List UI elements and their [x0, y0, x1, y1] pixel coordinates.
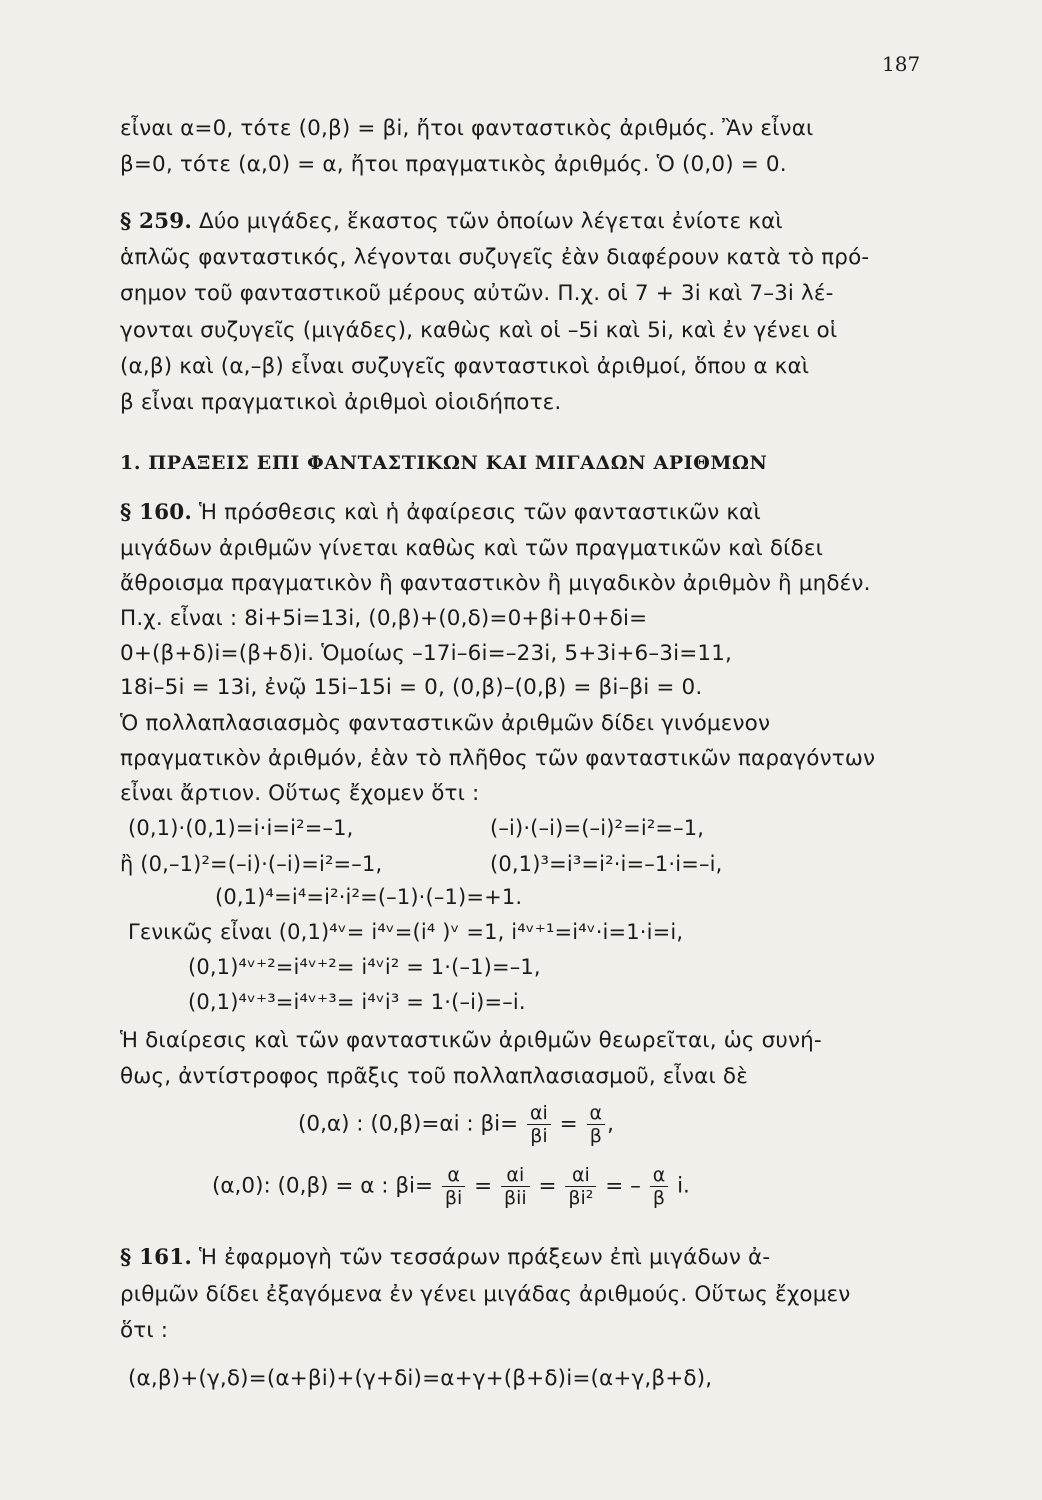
section-number: § 161. — [120, 1245, 192, 1270]
text-line: ἁπλῶς φανταστικός, λέγονται συζυγεῖς ἐὰν διαφέρουν κατὰ τὸ πρό- — [120, 245, 870, 270]
text-line: γονται συζυγεῖς (μιγάδες), καθὼς καὶ οἱ –5i καὶ 5i, καὶ ἐν γένει οἱ — [120, 318, 838, 343]
text-line: 0+(β+δ)i=(β+δ)i. Ὁμοίως –17i–6i=–23i, 5+3i+6–3i=11, — [120, 641, 733, 666]
text-line: Δύο μιγάδες, ἕκαστος τῶν ὁποίων λέγεται ἐνίοτε καὶ — [198, 209, 783, 234]
section-heading: 1. ΠΡΑΞΕΙΣ ΕΠΙ ΦΑΝΤΑΣΤΙΚΩΝ ΚΑΙ ΜΙΓΑΔΩΝ ΑΡΙΘΜΩΝ — [120, 452, 768, 474]
text-line: (α,β) καὶ (α,–β) εἶναι συζυγεῖς φανταστικοὶ ἀριθμοί, ὅπου α καὶ — [120, 354, 810, 379]
section-number: § 259. — [120, 209, 192, 234]
text-line: μιγάδων ἀριθμῶν γίνεται καθὼς καὶ τῶν πραγματικῶν καὶ δίδει — [120, 536, 824, 561]
formula-tail: i. — [677, 1173, 690, 1199]
fraction: $\frac{\alpha}{\beta}$ — [587, 1102, 606, 1147]
equals-sign: = — [538, 1173, 557, 1199]
text-line: Γενικῶς εἶναι — [128, 920, 272, 944]
text-line: θως, ἀντίστροφος πρᾶξις τοῦ πολλαπλασιασμοῦ, εἶναι δὲ — [120, 1064, 748, 1089]
formula-lhs: (0,α) : (0,β)=αi : βi= — [298, 1111, 519, 1137]
text-line: Π.χ. εἶναι : 8i+5i=13i, (0,β)+(0,δ)=0+βi+0+δi= — [120, 606, 648, 631]
fraction: $\frac{\alpha i}{\beta i}$ — [527, 1102, 551, 1147]
fraction: $\frac{\alpha}{\beta}$ — [650, 1164, 669, 1209]
formula-lhs: (α,0): (0,β) = α : βi= — [212, 1173, 434, 1199]
text-line: ριθμῶν δίδει ἐξαγόμενα ἐν γένει μιγάδας ἀριθμούς. Οὕτως ἔχομεν — [120, 1282, 851, 1307]
text-line: σημον τοῦ φανταστικοῦ μέρους αὐτῶν. Π.χ. οἱ 7 + 3i καὶ 7–3i λέ- — [120, 281, 834, 306]
equals-sign: = — [559, 1111, 578, 1137]
punctuation: , — [607, 1111, 614, 1137]
division-formula-1 — [298, 1102, 614, 1147]
equation: (–i)·(–i)=(–i)²=i²=–1, — [490, 816, 705, 840]
text-line: ὅτι : — [120, 1318, 169, 1343]
text-line: Ὁ πολλαπλασιασμὸς φανταστικῶν ἀριθμῶν δίδει γινόμενον — [120, 711, 771, 736]
equation: (0,1)·(0,1)=i·i=i²=–1, — [128, 816, 354, 840]
text-line: Ἡ διαίρεσις καὶ τῶν φανταστικῶν ἀριθμῶν θεωρεῖται, ὡς συνή- — [120, 1028, 822, 1053]
equals-sign: = — [474, 1173, 493, 1199]
text-line: β εἶναι πραγματικοὶ ἀριθμοὶ οἱοιδήποτε. — [120, 390, 562, 415]
equation: (0,1)⁴ᵛ⁺²=i⁴ᵛ⁺²= i⁴ᵛi² = 1·(–1)=–1, — [188, 955, 541, 979]
division-formula-2 — [212, 1164, 690, 1209]
text-line: 18i–5i = 13i, ἐνῷ 15i–15i = 0, (0,β)–(0,β) = βi–βi = 0. — [120, 675, 703, 700]
equation: (0,1)⁴ᵛ⁺³=i⁴ᵛ⁺³= i⁴ᵛi³ = 1·(–i)=–i. — [188, 990, 526, 1014]
section-number: § 160. — [120, 500, 192, 525]
fraction: $\frac{\alpha}{\beta i}$ — [442, 1164, 465, 1209]
equation-line — [128, 920, 683, 944]
equation: (0,1)⁴ᵛ= i⁴ᵛ=(i⁴ )ᵛ =1, i⁴ᵛ⁺¹=i⁴ᵛ·i=1·i=i, — [278, 920, 684, 944]
paragraph-159-start — [120, 209, 783, 234]
equation: (0,1)³=i³=i²·i=–1·i=–i, — [490, 852, 723, 876]
paragraph-161-start — [120, 1245, 770, 1270]
equation: (α,β)+(γ,δ)=(α+βi)+(γ+δi)=α+γ+(β+δ)i=(α+γ,β+δ), — [128, 1366, 713, 1391]
text-line: εἶναι ἄρτιον. Οὕτως ἔχομεν ὅτι : — [120, 781, 480, 806]
minus-sign: = – — [605, 1173, 641, 1199]
equation: ἢ (0,–1)²=(–i)·(–i)=i²=–1, — [120, 852, 383, 876]
text-line: β=0, τότε (α,0) = α, ἤτοι πραγματικὸς ἀριθμός. Ὁ (0,0) = 0. — [120, 152, 787, 177]
text-line: Ἡ ἐφαρμογὴ τῶν τεσσάρων πράξεων ἐπὶ μιγάδων ἀ- — [198, 1245, 771, 1270]
fraction: $\frac{\alpha i}{\text{βii}}$ — [501, 1164, 530, 1209]
text-line: εἶναι α=0, τότε (0,β) = βi, ἤτοι φανταστικὸς ἀριθμός. Ἂν εἶναι — [120, 116, 814, 141]
text-line: πραγματικὸν ἀριθμόν, ἐὰν τὸ πλῆθος τῶν φανταστικῶν παραγόντων — [120, 746, 876, 771]
text-line: Ἡ πρόσθεσις καὶ ἡ ἀφαίρεσις τῶν φανταστικῶν καὶ — [198, 500, 761, 525]
paragraph-160-start — [120, 500, 761, 525]
fraction: $\frac{\alpha i}{\text{βi²}}$ — [565, 1164, 596, 1209]
equation: (0,1)⁴=i⁴=i²·i²=(–1)·(–1)=+1. — [215, 885, 523, 909]
text-line: ἄθροισμα πραγματικὸν ἢ φανταστικὸν ἢ μιγαδικὸν ἀριθμὸν ἢ μηδέν. — [120, 571, 871, 596]
page-number: 187 — [882, 52, 921, 76]
